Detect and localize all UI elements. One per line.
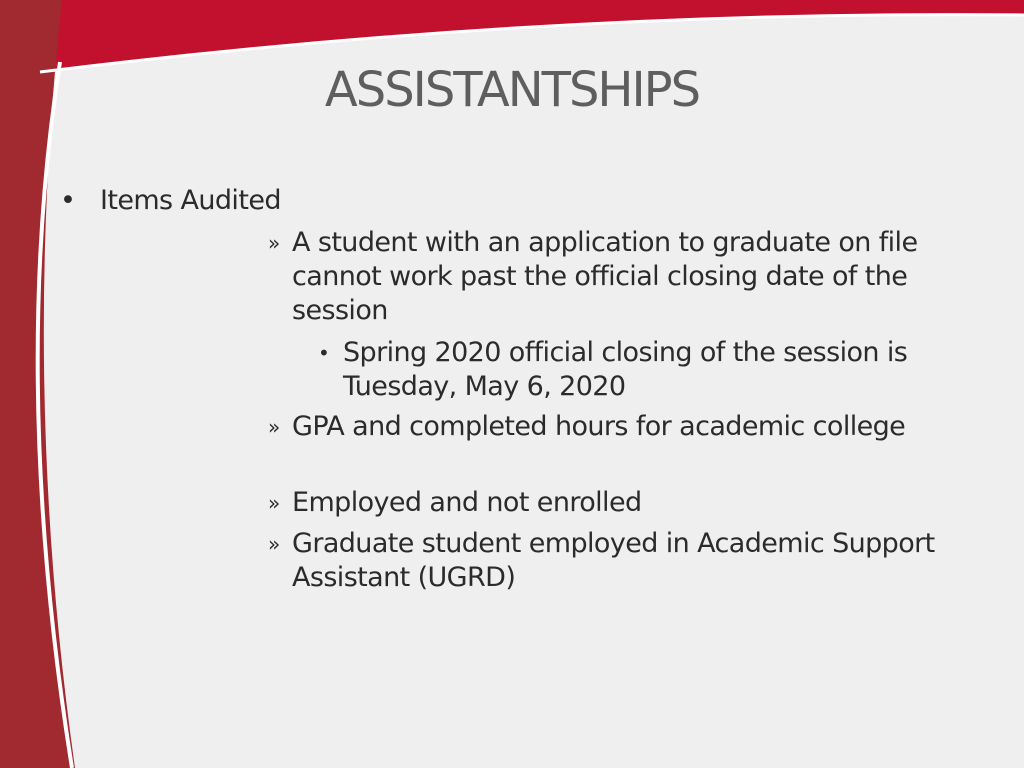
slide-title: ASSISTANTSHIPS: [324, 62, 700, 118]
sub-bullet-text: Employed and not enrolled: [292, 487, 642, 518]
sub-bullet-gpa-hours: [268, 410, 948, 444]
sub-bullet-graduate-student-employed: [268, 527, 948, 595]
bullet-text: Items Audited: [100, 185, 281, 216]
sub-bullet-text: GPA and completed hours for academic college: [292, 411, 906, 442]
sub-bullet-marker: »: [268, 415, 280, 439]
sub-sub-bullet-text: Spring 2020 official closing of the session is Tuesday, May 6, 2020: [343, 337, 908, 402]
sub-sub-bullet-marker: •: [318, 341, 330, 365]
sub-bullet-text: A student with an application to graduate on file cannot work past the official closing date of the session: [292, 227, 918, 326]
sub-bullet-marker: »: [268, 491, 280, 515]
sub-bullet-marker: »: [268, 231, 280, 255]
sub-sub-bullet-closing-date: [318, 336, 938, 404]
sub-bullet-text: Graduate student employed in Academic Support Assistant (UGRD): [292, 528, 935, 593]
bullet-marker: •: [60, 185, 76, 216]
sub-bullet-employed-not-enrolled: [268, 486, 948, 520]
sub-bullet-marker: »: [268, 532, 280, 556]
sub-bullet-graduation-application: [268, 226, 948, 328]
